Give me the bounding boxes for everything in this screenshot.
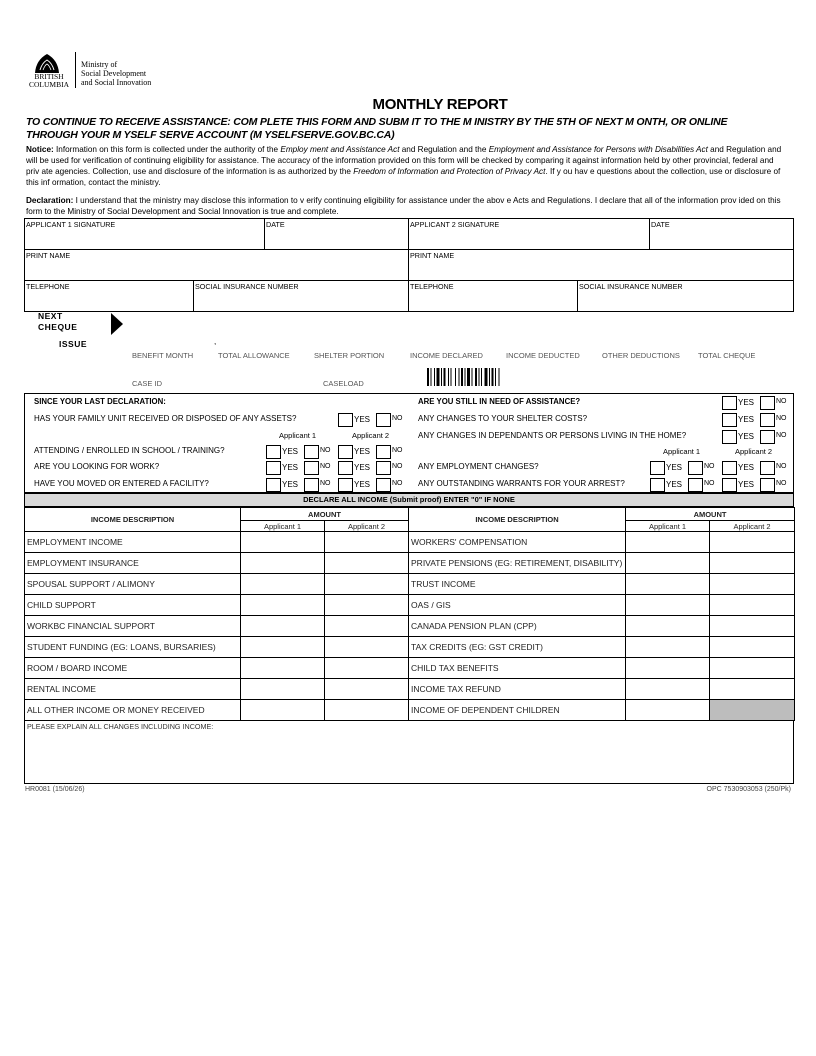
income-table <box>24 507 795 721</box>
date1-field[interactable]: DATE <box>266 220 285 229</box>
applicant2-amount-field[interactable] <box>325 658 409 679</box>
date2-field[interactable]: DATE <box>651 220 670 229</box>
table-row <box>25 658 795 679</box>
applicant2-amount-field[interactable] <box>325 574 409 595</box>
applicant1-amount-field[interactable] <box>626 700 710 721</box>
employment-app2-yes-checkbox[interactable] <box>722 461 737 475</box>
income-description-cell: INCOME TAX REFUND <box>409 679 626 700</box>
issue-label: ISSUE <box>59 339 88 349</box>
no-label: NO <box>392 480 403 487</box>
still-need-assistance-question: ARE YOU STILL IN NEED OF ASSISTANCE? <box>418 397 581 406</box>
need-assistance-no-checkbox[interactable] <box>760 396 775 410</box>
employment-question: ANY EMPLOYMENT CHANGES? <box>418 462 539 471</box>
table-row <box>25 637 795 658</box>
assets-no-checkbox[interactable] <box>376 413 391 427</box>
page-title: MONTHLY REPORT <box>372 96 508 113</box>
income-declared-header: INCOME DECLARED <box>410 351 483 360</box>
shelter-question: ANY CHANGES TO YOUR SHELTER COSTS? <box>418 414 588 423</box>
yes-label: YES <box>282 447 299 456</box>
income-description-cell: WORKERS' COMPENSATION <box>409 532 626 553</box>
next-label: NEXT <box>38 311 63 321</box>
notice-text-4: . If y ou hav e questions about the collection, use or disclosure of this inf ormation, contact the ministry. <box>26 167 781 187</box>
moved-question: HAVE YOU MOVED OR ENTERED A FACILITY? <box>34 479 209 488</box>
no-label: NO <box>320 480 331 487</box>
income-description-cell: SPOUSAL SUPPORT / ALIMONY <box>25 574 241 595</box>
work-app2-yes-checkbox[interactable] <box>338 461 353 475</box>
barcode-icon <box>427 368 519 386</box>
applicant1-signature-field[interactable]: APPLICANT 1 SIGNATURE <box>26 220 116 229</box>
table-row <box>25 553 795 574</box>
applicant1-amount-field[interactable] <box>626 658 710 679</box>
work-app1-yes-checkbox[interactable] <box>266 461 281 475</box>
table-row <box>25 679 795 700</box>
table-row <box>25 700 795 721</box>
telephone1-field[interactable]: TELEPHONE <box>26 282 70 291</box>
ministry-name <box>81 61 151 87</box>
applicant2-amount-field[interactable] <box>325 616 409 637</box>
applicant1-column-header: Applicant 1 <box>626 521 710 532</box>
employment-app1-yes-checkbox[interactable] <box>650 461 665 475</box>
declaration-label: Declaration: <box>26 196 74 205</box>
yes-label: YES <box>738 463 755 472</box>
applicant1-amount-field[interactable] <box>241 679 325 700</box>
grid-divider <box>193 280 194 312</box>
shelter-no-checkbox[interactable] <box>760 413 775 427</box>
applicant1-amount-field[interactable] <box>626 595 710 616</box>
yes-label: YES <box>354 415 371 424</box>
grid-divider <box>264 218 265 249</box>
income-description-cell: EMPLOYMENT INCOME <box>25 532 241 553</box>
applicant1-amount-field[interactable] <box>241 700 325 721</box>
income-description-cell: PRIVATE PENSIONS (EG: RETIREMENT, DISABILITY) <box>409 553 626 574</box>
applicant1-amount-field[interactable] <box>626 574 710 595</box>
applicant2-amount-field[interactable] <box>710 679 795 700</box>
applicant2-amount-field[interactable] <box>325 700 409 721</box>
yes-label: YES <box>354 463 371 472</box>
yes-label: YES <box>738 432 755 441</box>
dependants-no-checkbox[interactable] <box>760 430 775 444</box>
applicant1-amount-field[interactable] <box>241 658 325 679</box>
income-deducted-header: INCOME DEDUCTED <box>506 351 580 360</box>
applicant2-amount-field[interactable] <box>325 637 409 658</box>
need-assistance-yes-checkbox[interactable] <box>722 396 737 410</box>
income-description-cell: ROOM / BOARD INCOME <box>25 658 241 679</box>
employment-app1-no-checkbox[interactable] <box>688 461 703 475</box>
table-row <box>25 532 795 553</box>
assets-question: HAS YOUR FAMILY UNIT RECEIVED OR DISPOSED OF ANY ASSETS? <box>34 414 297 423</box>
ministry-line-2: Social Development <box>81 68 147 78</box>
instructions <box>26 116 786 141</box>
dependants-yes-checkbox[interactable] <box>722 430 737 444</box>
logo-line-2: COLUMBIA <box>28 80 69 89</box>
warrants-app2-yes-checkbox[interactable] <box>722 478 737 492</box>
questions-box <box>24 393 794 493</box>
income-description-cell: CANADA PENSION PLAN (CPP) <box>409 616 626 637</box>
moved-app1-yes-checkbox[interactable] <box>266 478 281 492</box>
no-label: NO <box>392 447 403 454</box>
no-label: NO <box>776 398 787 405</box>
no-label: NO <box>776 480 787 487</box>
amount-header: AMOUNT <box>626 508 795 521</box>
print-name2-field[interactable]: PRINT NAME <box>410 251 455 260</box>
applicant2-column-header: Applicant 2 <box>325 521 409 532</box>
income-description-cell: ALL OTHER INCOME OR MONEY RECEIVED <box>25 700 241 721</box>
school-app2-yes-checkbox[interactable] <box>338 445 353 459</box>
no-label: NO <box>776 463 787 470</box>
applicant2-label: Applicant 2 <box>352 431 390 440</box>
explain-changes-field[interactable] <box>24 720 794 784</box>
notice-act-3: Freedom of Information and Protection of Privacy Act <box>353 167 546 176</box>
yes-label: YES <box>354 447 371 456</box>
income-description-cell: RENTAL INCOME <box>25 679 241 700</box>
form-number: HR0081 (15/06/26) <box>25 786 85 793</box>
total-cheque-header: TOTAL CHEQUE <box>698 351 756 360</box>
moved-app2-yes-checkbox[interactable] <box>338 478 353 492</box>
logo-wordmark <box>28 73 70 89</box>
applicant2-amount-field[interactable] <box>710 595 795 616</box>
shelter-yes-checkbox[interactable] <box>722 413 737 427</box>
yes-label: YES <box>738 415 755 424</box>
yes-label: YES <box>666 463 683 472</box>
amount-header: AMOUNT <box>241 508 409 521</box>
applicant1-amount-field[interactable] <box>241 595 325 616</box>
applicant2-amount-field[interactable] <box>710 658 795 679</box>
income-description-cell: CHILD SUPPORT <box>25 595 241 616</box>
applicant1-column-header: Applicant 1 <box>241 521 325 532</box>
moved-app2-no-checkbox[interactable] <box>376 478 391 492</box>
applicant1-amount-field[interactable] <box>241 553 325 574</box>
applicant1-amount-field[interactable] <box>241 616 325 637</box>
income-description-cell: INCOME OF DEPENDENT CHILDREN <box>409 700 626 721</box>
notice-text-3: and Regulation and will be used for verification of continuing eligibility for assistance. The accuracy of the information provided on this form will be checked by comparing it against information held by other provincial, federal and priv ate agencies. Collection, use and disclosure of the information is as authorized by the <box>26 145 782 176</box>
yes-label: YES <box>354 480 371 489</box>
income-description-cell: WORKBC FINANCIAL SUPPORT <box>25 616 241 637</box>
declare-income-banner: DECLARE ALL INCOME (Submit proof) ENTER "0" IF NONE <box>24 493 794 507</box>
warrants-app1-yes-checkbox[interactable] <box>650 478 665 492</box>
applicant2-amount-field[interactable] <box>325 532 409 553</box>
income-description-cell: STUDENT FUNDING (EG: LOANS, BURSARIES) <box>25 637 241 658</box>
no-label: NO <box>392 415 403 422</box>
notice-act-2: Employment and Assistance for Persons with Disabilities Act <box>488 145 708 154</box>
notice-text-2: and Regulation and the <box>399 145 489 154</box>
notice-act-1: Employ ment and Assistance Act <box>280 145 400 154</box>
income-description-header: INCOME DESCRIPTION <box>25 508 241 532</box>
notice-text-1: Information on this form is collected under the authority of the <box>53 145 281 154</box>
work-app2-no-checkbox[interactable] <box>376 461 391 475</box>
income-description-cell: OAS / GIS <box>409 595 626 616</box>
grid-divider <box>649 218 650 249</box>
applicant2-amount-field[interactable] <box>710 553 795 574</box>
total-allowance-header: TOTAL ALLOWANCE <box>218 351 290 360</box>
employment-app2-no-checkbox[interactable] <box>760 461 775 475</box>
no-label: NO <box>704 463 715 470</box>
yes-label: YES <box>666 480 683 489</box>
arrow-right-icon <box>111 313 123 335</box>
yes-label: YES <box>738 480 755 489</box>
no-label: NO <box>704 480 715 487</box>
sin1-field[interactable]: SOCIAL INSURANCE NUMBER <box>195 282 299 291</box>
school-app2-no-checkbox[interactable] <box>376 445 391 459</box>
benefit-month-header: BENEFIT MONTH <box>132 351 194 360</box>
table-row <box>25 616 795 637</box>
applicant2-amount-field[interactable] <box>325 553 409 574</box>
income-table-header <box>25 508 795 521</box>
table-row <box>25 574 795 595</box>
work-question: ARE YOU LOOKING FOR WORK? <box>34 462 160 471</box>
applicant2-amount-field[interactable] <box>710 616 795 637</box>
applicant2-amount-field[interactable] <box>710 637 795 658</box>
ministry-line-1: Ministry of <box>81 60 118 69</box>
bc-crest-icon <box>32 52 62 74</box>
grid-divider <box>408 218 409 312</box>
stray-mark: , <box>214 337 217 346</box>
caseload-label: CASELOAD <box>323 379 364 388</box>
warrants-app2-no-checkbox[interactable] <box>760 478 775 492</box>
applicant2-column-header: Applicant 2 <box>710 521 795 532</box>
school-app1-yes-checkbox[interactable] <box>266 445 281 459</box>
warrants-question: ANY OUTSTANDING WARRANTS FOR YOUR ARREST? <box>418 479 625 488</box>
applicant2-amount-field[interactable] <box>710 700 795 721</box>
next-cheque-label <box>38 311 77 333</box>
other-deductions-header: OTHER DEDUCTIONS <box>602 351 680 360</box>
declaration-text: I understand that the ministry may disclose this information to v erify continuing eligibility for assistance under the abov e Acts and Regulations. I declare that all of the information prov ided on this form to the Ministry of Social Development and Social Innovation is true and complete. <box>26 196 781 216</box>
applicant2-amount-field[interactable] <box>325 595 409 616</box>
work-app1-no-checkbox[interactable] <box>304 461 319 475</box>
logo-divider <box>75 52 76 88</box>
shelter-portion-header: SHELTER PORTION <box>314 351 385 360</box>
assets-yes-checkbox[interactable] <box>338 413 353 427</box>
applicant1-amount-field[interactable] <box>626 637 710 658</box>
yes-label: YES <box>282 463 299 472</box>
logo-line-1: BRITISH <box>34 72 64 81</box>
grid-divider <box>24 249 794 250</box>
no-label: NO <box>392 463 403 470</box>
instructions-line-1: TO CONTINUE TO RECEIVE ASSISTANCE: COM PLETE THIS FORM AND SUBM IT TO THE M INISTRY BY THE 5TH OF NEXT M ONTH, OR ONLINE <box>26 116 728 128</box>
applicant1-amount-field[interactable] <box>626 679 710 700</box>
no-label: NO <box>776 415 787 422</box>
school-question: ATTENDING / ENROLLED IN SCHOOL / TRAINING? <box>34 446 225 455</box>
applicant1-label: Applicant 1 <box>663 447 701 456</box>
grid-divider <box>24 280 794 281</box>
applicant1-amount-field[interactable] <box>241 637 325 658</box>
explain-changes-label: PLEASE EXPLAIN ALL CHANGES INCLUDING INCOME: <box>27 722 214 731</box>
applicant2-label: Applicant 2 <box>735 447 773 456</box>
notice-label: Notice: <box>26 145 54 154</box>
case-id-label: CASE ID <box>132 379 163 388</box>
cheque-label: CHEQUE <box>38 322 78 332</box>
income-description-cell: EMPLOYMENT INSURANCE <box>25 553 241 574</box>
moved-app1-no-checkbox[interactable] <box>304 478 319 492</box>
applicant2-signature-field[interactable]: APPLICANT 2 SIGNATURE <box>410 220 500 229</box>
warrants-app1-no-checkbox[interactable] <box>688 478 703 492</box>
applicant1-amount-field[interactable] <box>241 532 325 553</box>
applicant1-amount-field[interactable] <box>626 553 710 574</box>
table-row <box>25 595 795 616</box>
grid-divider <box>577 280 578 312</box>
signature-grid <box>24 218 794 312</box>
income-description-cell: TAX CREDITS (EG: GST CREDIT) <box>409 637 626 658</box>
yes-label: YES <box>738 398 755 407</box>
no-label: NO <box>776 432 787 439</box>
print-name1-field[interactable]: PRINT NAME <box>26 251 71 260</box>
income-description-cell: CHILD TAX BENEFITS <box>409 658 626 679</box>
applicant1-amount-field[interactable] <box>241 574 325 595</box>
dependants-question: ANY CHANGES IN DEPENDANTS OR PERSONS LIVING IN THE HOME? <box>418 431 687 440</box>
applicant2-amount-field[interactable] <box>710 574 795 595</box>
applicant2-amount-field[interactable] <box>325 679 409 700</box>
applicant1-amount-field[interactable] <box>626 532 710 553</box>
ministry-line-3: and Social Innovation <box>81 77 152 87</box>
sin2-field[interactable]: SOCIAL INSURANCE NUMBER <box>579 282 683 291</box>
telephone2-field[interactable]: TELEPHONE <box>410 282 454 291</box>
opc-number: OPC 7530903053 (250/Pk) <box>706 786 791 793</box>
yes-label: YES <box>282 480 299 489</box>
instructions-line-2: THROUGH YOUR M YSELF SERVE ACCOUNT (M YSELFSERVE.GOV.BC.CA) <box>26 128 395 141</box>
notice-paragraph <box>26 144 788 188</box>
school-app1-no-checkbox[interactable] <box>304 445 319 459</box>
applicant1-label: Applicant 1 <box>279 431 317 440</box>
income-description-header: INCOME DESCRIPTION <box>409 508 626 532</box>
no-label: NO <box>320 447 331 454</box>
applicant2-amount-field[interactable] <box>710 532 795 553</box>
since-last-declaration-heading: SINCE YOUR LAST DECLARATION: <box>34 397 166 406</box>
declaration-paragraph <box>26 195 788 217</box>
income-description-cell: TRUST INCOME <box>409 574 626 595</box>
no-label: NO <box>320 463 331 470</box>
applicant1-amount-field[interactable] <box>626 616 710 637</box>
